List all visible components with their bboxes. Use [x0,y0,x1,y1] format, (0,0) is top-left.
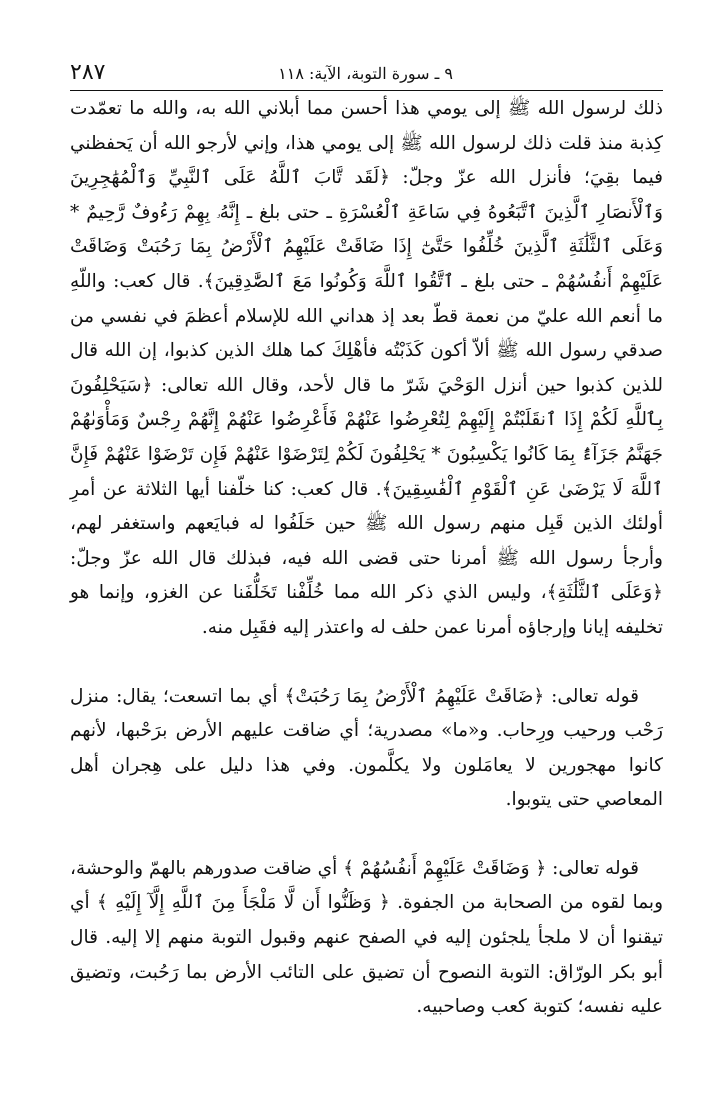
paragraph-tafsir-anfusuhum: قوله تعالى: ﴿ وَضَاقَتْ عَلَيْهِمْ أَنفُسُهُمْ ﴾ أي ضاقت صدورهم بالهمّ والوحشة، وبما لقوه من الصحابة من الجفوة. ﴿ وَظَنُّوا أَن لَّا مَلْجَأَ مِنَ ٱللَّهِ إِلَّآ إِلَيْهِ ﴾ أي تيقنوا أن لا ملجأ يلجئون إليه في الصفح عنهم وقبول التوبة منهم إلا إليه. قال أبو بكر الورّاق: التوبة النصوح أن تضيق على التائب الأرض بما رَحُبت، وتضيق عليه نفسه؛ كتوبة كعب وصاحبيه. [70,857,663,1018]
running-head: ٩ ـ سورة التوبة، الآية: ١١٨ [278,64,453,83]
header-rule [70,90,663,91]
page-header [70,60,663,90]
page-number: ٢٨٧ [70,60,106,85]
paragraph-tafsir-rahubat: قوله تعالى: ﴿ضَاقَتْ عَلَيْهِمُ ٱلْأَرْضُ بِمَا رَحُبَتْ﴾ أي بما اتسعت؛ يقال: منزل رَحْب ورحيب ورِحاب. و«ما» مصدرية؛ أي ضاقت عليهم الأرض برَحْبها، لأنهم كانوا مهجورين لا يعامَلون ولا يكلَّمون. وفي هذا دليل على هِجران أهل المعاصي حتى يتوبوا. [70,685,663,811]
page-body [70,92,663,1025]
paragraph-hadith-kaab: ذلك لرسول الله ﷺ إلى يومي هذا أحسن مما أبلاني الله به، والله ما تعمّدت كِذبة منذ قلت ذلك لرسول الله ﷺ إلى يومي هذا، وإني لأرجو الله أن يَحفظني فيما بقِيَ؛ فأنزل الله عزّ وجلّ: ﴿لَقَد تَّابَ ٱللَّهُ عَلَى ٱلنَّبِيِّ وَٱلْمُهَٰجِرِينَ وَٱلْأَنصَارِ ٱلَّذِينَ ٱتَّبَعُوهُ فِي سَاعَةِ ٱلْعُسْرَةِ ـ حتى بلغ ـ إِنَّهُۥ بِهِمْ رَءُوفٌ رَّحِيمٌ * وَعَلَى ٱلثَّلَٰثَةِ ٱلَّذِينَ خُلِّفُوا حَتَّىٰٓ إِذَا ضَاقَتْ عَلَيْهِمُ ٱلْأَرْضُ بِمَا رَحُبَتْ وَضَاقَتْ عَلَيْهِمْ أَنفُسُهُمْ ـ حتى بلغ ـ ٱتَّقُوا ٱللَّهَ وَكُونُوا مَعَ ٱلصَّٰدِقِينَ﴾. قال كعب: واللّهِ ما أنعم الله عليّ من نعمة قطّ بعد إذ هداني الله للإسلام أعظمَ في نفسي من صدقي رسول الله ﷺ ألاّ أكون كَذَبْتُه فأهْلِكَ كما هلك الذين كذبوا، إن الله قال للذين كذبوا حين أنزل الوَحْيَ شَرّ ما قال لأحد، وقال الله تعالى: ﴿سَيَحْلِفُونَ بِٱللَّهِ لَكُمْ إِذَا ٱنقَلَبْتُمْ إِلَيْهِمْ لِتُعْرِضُوا عَنْهُمْ فَأَعْرِضُوا عَنْهُمْ إِنَّهُمْ رِجْسٌ وَمَأْوَىٰهُمْ جَهَنَّمُ جَزَآءًۢ بِمَا كَانُوا يَكْسِبُونَ * يَحْلِفُونَ لَكُمْ لِتَرْضَوْا عَنْهُمْ فَإِن تَرْضَوْا عَنْهُمْ فَإِنَّ ٱللَّهَ لَا يَرْضَىٰ عَنِ ٱلْقَوْمِ ٱلْفَٰسِقِينَ﴾. قال كعب: كنا خلّفنا أيها الثلاثة عن أمرِ أولئك الذين قَبِل منهم رسول الله ﷺ حين حَلَفُوا له فبايَعهم واستغفر لهم، وأرجأ رسول الله ﷺ أمرنا حتى قضى الله فيه، فبذلك قال الله عزّ وجلّ: ﴿وَعَلَى ٱلثَّلَٰثَةِ﴾، وليس الذي ذكر الله مما خُلِّفْنا تَخَلُّفَنا عن الغزو، وإنما هو تخليفه إيانا وإرجاؤه أمرنا عمن حلف له واعتذر إليه فقَبِل منه. [70,98,663,638]
